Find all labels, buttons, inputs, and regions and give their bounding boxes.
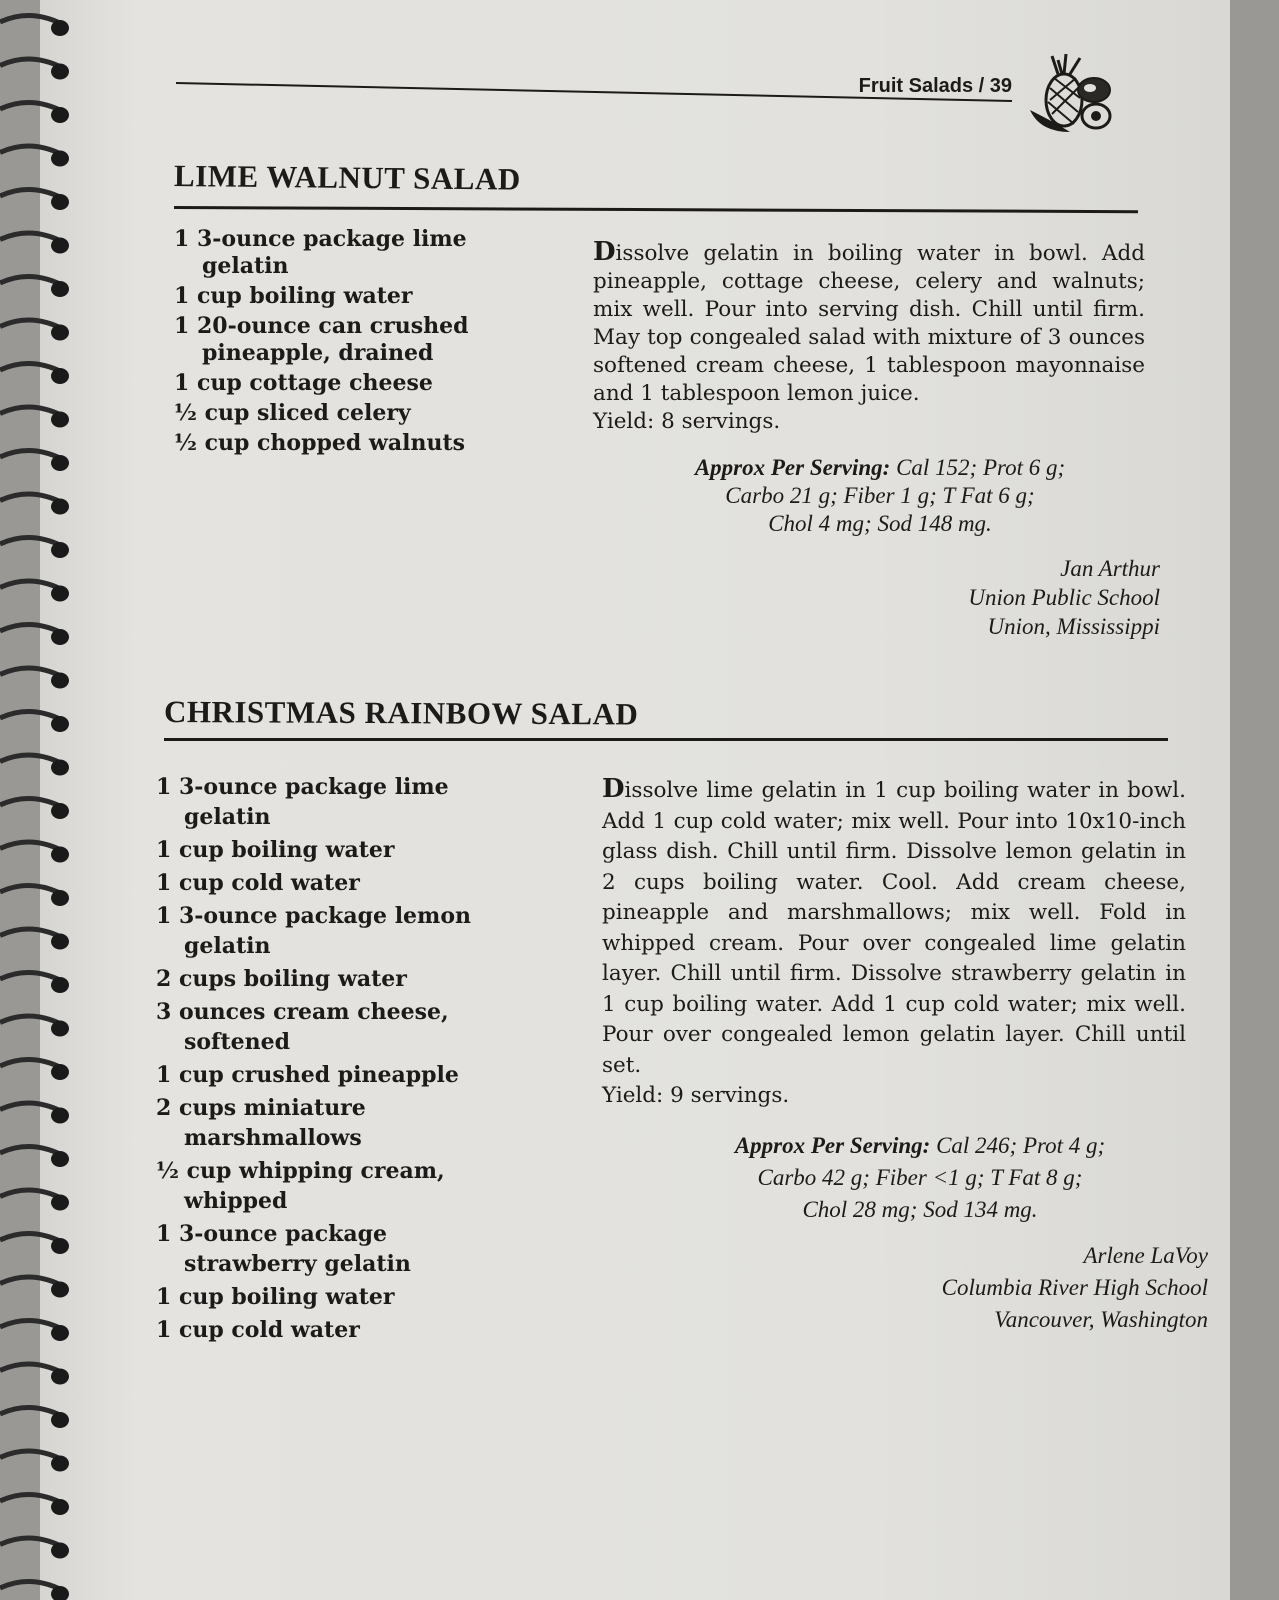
spiral-coil [0,798,62,807]
ingredient-item: 1 20-ounce can crushed pineapple, drained [174,313,469,366]
spiral-hole [51,977,69,993]
title-rule [164,738,1168,741]
nutrition-line: Cal 152; Prot 6 g; [890,455,1066,480]
fruit-basket-icon [1024,52,1116,136]
spiral-coil [0,320,62,329]
recipe-yield: Yield: 9 servings. [602,1083,790,1108]
spiral-hole [51,847,69,863]
ingredient-item: 1 3-ounce package strawberry gelatin [156,1221,411,1277]
recipe-yield: Yield: 8 servings. [593,409,781,434]
spiral-hole [51,1064,69,1080]
spiral-coil [0,1451,62,1460]
spiral-coil [0,1494,62,1503]
spiral-hole [51,1021,69,1037]
spiral-hole [51,499,69,515]
spiral-coil [0,755,62,764]
spiral-hole [51,1543,69,1559]
spiral-coil [0,1190,62,1199]
nutrition-line: Carbo 42 g; Fiber <1 g; T Fat 8 g; [757,1165,1083,1190]
spiral-hole [51,151,69,167]
ingredient-item: 1 cup cottage cheese [174,370,433,396]
ingredient-item: 3 ounces cream cheese, softened [156,999,449,1055]
contributor-name: Jan Arthur [1060,556,1160,581]
spiral-hole [51,368,69,384]
spiral-coil [0,1059,62,1068]
spiral-coil [0,146,62,155]
method-text: issolve gelatin in boiling water in bowl. Add pineapple, cottage cheese, celery and walnuts; mix well. Pour into serving dish. Chill until firm. May top congealed salad with mixture of 3 ounces softened cream cheese, 1 tablespoon mayonnaise and 1 tablespoon lemon juice. [593,241,1145,406]
spiral-coil [0,59,62,68]
spiral-hole [51,934,69,950]
contributor-location: Vancouver, Washington [994,1307,1208,1332]
method-text: issolve lime gelatin in 1 cup boiling water in bowl. Add 1 cup cold water; mix well. Pour into 10x10-inch glass dish. Chill until firm. Dissolve lemon gelatin in 2 cups boiling water. Cool. Add cream cheese, pineapple and marshmallows; mix well. Fold in whipped cream. Pour over congealed lime gelatin layer. Chill until firm. Dissolve strawberry gelatin in 1 cup boiling water. Add 1 cup cold water; mix well. Pour over congealed lemon gelatin layer. Chill until set. [602,778,1186,1078]
nutrition-info [640,1130,1200,1226]
recipe-method [593,238,1145,436]
recipe-title: CHRISTMAS RAINBOW SALAD [163,694,639,732]
spiral-coil [0,842,62,851]
spiral-coil [0,885,62,894]
ingredient-item: 1 cup boiling water [174,283,413,309]
spiral-coil [0,711,62,720]
spiral-coil [0,1538,62,1547]
ingredient-item: ½ cup whipping cream, whipped [156,1158,445,1214]
spiral-hole [51,325,69,341]
ingredient-list [156,772,516,1348]
ingredient-list [174,226,504,460]
spiral-hole [51,1499,69,1515]
nutrition-info [620,454,1140,538]
ingredient-item: 1 3-ounce package lemon gelatin [156,903,471,959]
page-header [176,72,1012,102]
contributor-block [780,1240,1208,1336]
spiral-hole [51,1456,69,1472]
spiral-coil [0,624,62,633]
spiral-hole [51,107,69,123]
ingredient-item: 1 cup cold water [156,1317,360,1343]
spiral-hole [51,1108,69,1124]
spiral-hole [51,64,69,80]
spiral-coil [0,407,62,416]
spiral-hole [51,1412,69,1428]
contributor-name: Arlene LaVoy [1083,1243,1208,1268]
spiral-coil [0,1320,62,1329]
recipe-method [602,774,1186,1112]
spiral-coil [0,1103,62,1112]
spiral-coil [0,1581,62,1590]
spiral-hole [51,716,69,732]
spiral-coil [0,1016,62,1025]
spiral-coil [0,668,62,677]
nutrition-line: Chol 28 mg; Sod 134 mg. [802,1197,1038,1222]
spiral-hole [51,412,69,428]
spiral-coil [0,1364,62,1373]
spiral-hole [51,1369,69,1385]
nutrition-line: Cal 246; Prot 4 g; [930,1133,1106,1158]
spiral-coil [0,929,62,938]
ingredient-item: 1 cup boiling water [156,1284,395,1310]
contributor-location: Union, Mississippi [987,614,1160,639]
spiral-coil [0,363,62,372]
spiral-hole [51,238,69,254]
contributor-school: Columbia River High School [941,1275,1208,1300]
drop-cap: D [593,237,616,267]
spiral-coil [0,1277,62,1286]
spiral-hole [51,1325,69,1341]
spiral-hole [51,1195,69,1211]
nutrition-line: Carbo 21 g; Fiber 1 g; T Fat 6 g; [725,483,1035,508]
contributor-block [760,554,1160,641]
spiral-binding [0,0,80,1600]
recipe-title: LIME WALNUT SALAD [173,158,521,197]
spiral-coil [0,1407,62,1416]
nutrition-label: Approx Per Serving: [734,1133,931,1158]
spiral-hole [51,1151,69,1167]
ingredient-item: 1 3-ounce package lime gelatin [156,774,449,830]
spiral-coil [0,972,62,981]
spiral-hole [51,20,69,36]
spiral-coil [0,15,62,24]
spiral-coil [0,537,62,546]
spiral-coil [0,581,62,590]
ingredient-item: 2 cups miniature marshmallows [156,1095,366,1151]
spiral-coil [0,276,62,285]
spiral-hole [51,455,69,471]
section-page-label: Fruit Salads / 39 [858,75,1012,97]
spiral-hole [51,542,69,558]
spiral-hole [51,281,69,297]
spiral-hole [51,586,69,602]
spiral-coil [0,233,62,242]
spiral-hole [51,803,69,819]
nutrition-line: Chol 4 mg; Sod 148 mg. [768,511,992,536]
spiral-hole [51,194,69,210]
ingredient-item: ½ cup chopped walnuts [174,430,465,456]
spiral-hole [51,673,69,689]
drop-cap: D [602,774,625,804]
ingredient-item: 2 cups boiling water [156,966,407,992]
spiral-hole [51,629,69,645]
spiral-hole [51,1238,69,1254]
spiral-hole [51,890,69,906]
spiral-hole [51,760,69,776]
contributor-school: Union Public School [968,585,1160,610]
ingredient-item: ½ cup sliced celery [174,400,411,426]
ingredient-item: 1 cup boiling water [156,837,395,863]
spiral-coil [0,1146,62,1155]
nutrition-label: Approx Per Serving: [694,455,891,480]
spiral-coil [0,494,62,503]
spiral-coil [0,189,62,198]
ingredient-item: 1 cup cold water [156,870,360,896]
ingredient-item: 1 3-ounce package lime gelatin [174,226,467,279]
spiral-hole [51,1282,69,1298]
spiral-coil [0,450,62,459]
spiral-coil [0,1233,62,1242]
spiral-coil [0,102,62,111]
ingredient-item: 1 cup crushed pineapple [156,1062,459,1088]
